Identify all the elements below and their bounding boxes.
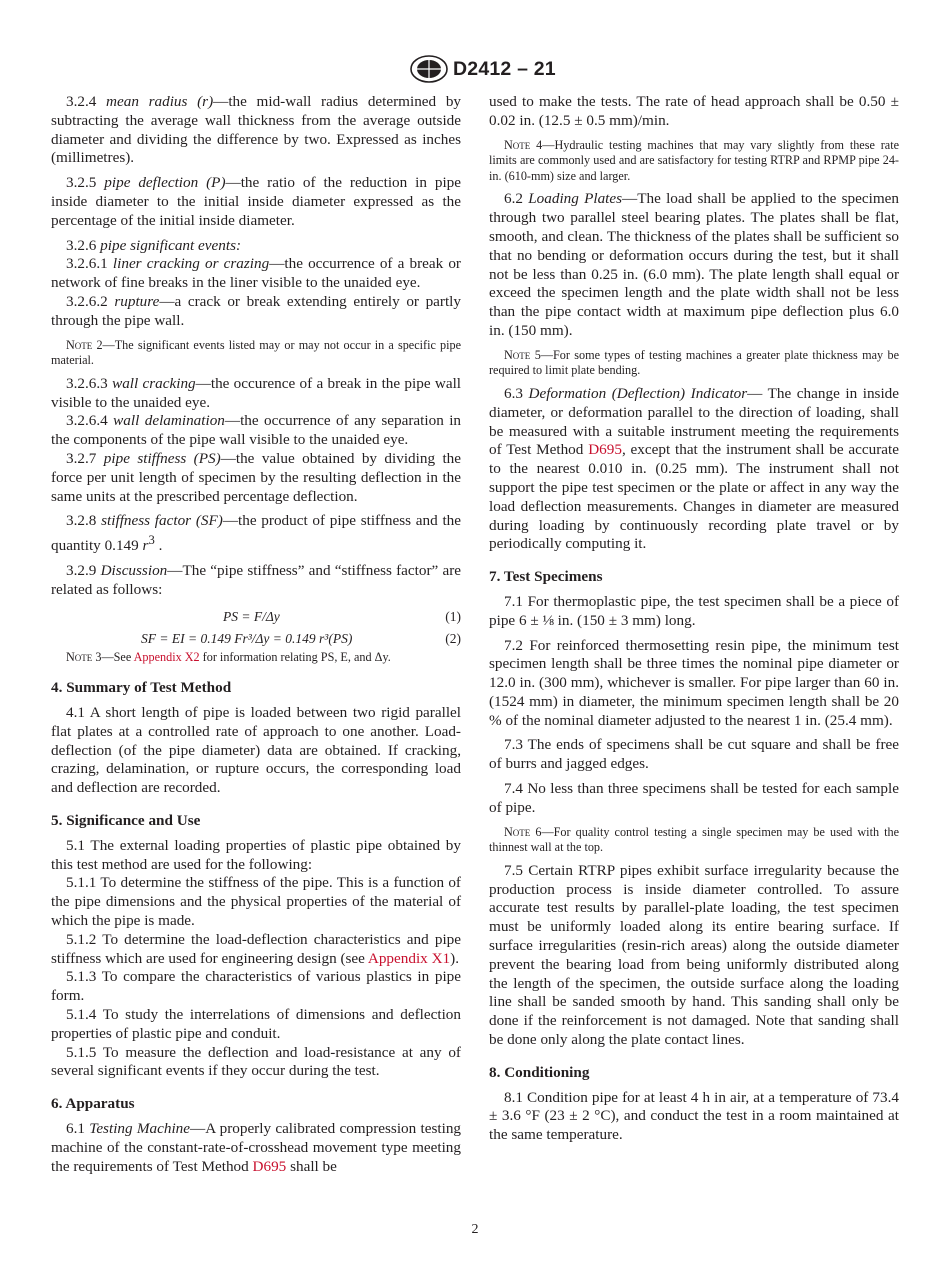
paragraph-7-2: 7.2 For reinforced thermosetting resin pipe, the minimum test specimen length shall be three times the nominal pipe diameter or 12.0 in. (300 mm), whichever is smaller. For pipe larger than 60 in. (1524 mm) in diameter, the minimum specimen length shall be 20 % of the nominal diameter adjusted to the nearest 1 in. (25.4 mm). — [489, 636, 899, 729]
paragraph-3-2-6-3: 3.2.6.3 wall cracking—the occurence of a break in the pipe wall visible to the unaided eye. — [51, 374, 462, 411]
paragraph-5-1-1: 5.1.1 To determine the stiffness of the pipe. This is a function of the pipe dimensions and the physical properties of the material of which the pipe is made. — [51, 874, 461, 929]
section-5-heading: 5. Significance and Use — [51, 811, 201, 829]
document-designation: D2412 – 21 — [453, 58, 556, 80]
paragraph-3-2-6: 3.2.6 pipe significant events: — [66, 236, 242, 254]
paragraph-5-1-4: 5.1.4 To study the interrelations of dimensions and deflection properties of plastic pipe and conduit. — [51, 1005, 461, 1042]
paragraph-5-1-5: 5.1.5 To measure the deflection and load-resistance at any of several significant events if they occur during the test. — [51, 1043, 461, 1080]
note-5: Note 5—For some types of testing machines a greater plate thickness may be required to limit plate bending. — [489, 347, 899, 378]
paragraph-7-4: 7.4 No less than three specimens shall be tested for each sample of pipe. — [489, 780, 899, 816]
paragraph-6-2: 6.2 Loading Plates—The load shall be applied to the specimen through two parallel steel bearing plates. The plates shall be flat, smooth, and clean. The thickness of the plates shall be sufficient so that no bending or deformation occurs during the test, but it shall not be less than 0.25 in. (6.0 mm). The plate length shall equal or exceed the specimen length and the plate width shall not be less than the pipe contact width at maximum pipe deflection plus 6.0 in. (150 mm). — [489, 190, 900, 339]
page-header — [0, 55, 950, 83]
d695-link[interactable]: D695 — [588, 441, 622, 459]
paragraph-5-1-2: 5.1.2 To determine the load-deflection characteristics and pipe stiffness which are used for engineering design (see Appendix X1). — [51, 930, 461, 967]
note-4: Note 4—Hydraulic testing machines that may vary slightly from these rate limits are commonly used and are satisfactory for testing RTRP and RPMP pipe 24-in. (610-mm) size and larger. — [489, 137, 900, 183]
note-6: Note 6—For quality control testing a single specimen may be used with the thinnest wall at the top. — [489, 824, 899, 855]
appendix-x1-link[interactable]: Appendix X1 — [367, 949, 451, 967]
paragraph-5-1-3: 5.1.3 To compare the characteristics of various plastics in pipe form. — [51, 968, 461, 1005]
equation-1: PS = F/Δy (1) — [223, 608, 461, 624]
paragraph-3-2-5: 3.2.5 pipe deflection (P)—the ratio of the reduction in pipe inside diameter to the initial inside diameter expressed as the percentage of the initial inside diameter. — [51, 174, 462, 229]
paragraph-3-2-4: 3.2.4 mean radius (r)—the mid-wall radius determined by subtracting the average wall thickness from the average outside diameter and dividing the difference by two. Expressed as inches (millimetres). — [51, 93, 462, 167]
paragraph-3-2-8: 3.2.8 stiffness factor (SF)—the product of pipe stiffness and the quantity 0.149 $r^3$ . — [51, 512, 462, 555]
paragraph-5-1: 5.1 The external loading properties of plastic pipe obtained by this test method are used for the following: — [51, 836, 461, 873]
paragraph-7-3: 7.3 The ends of specimens shall be cut square and shall be free of burrs and jagged edges. — [489, 736, 899, 773]
left-column — [51, 93, 461, 1176]
paragraph-6-1: 6.1 Testing Machine—A properly calibrated compression testing machine of the constant-rate-of-crosshead movement type meeting the requirements of Test Method D695 shall be — [51, 1119, 462, 1175]
page-number: 2 — [471, 1222, 479, 1237]
paragraph-6-1-continued: used to make the tests. The rate of head approach shall be 0.50 ± 0.02 in. (12.5 ± 0.5 mm)/min. — [489, 93, 899, 129]
paragraph-3-2-9: 3.2.9 Discussion—The “pipe stiffness” and “stiffness factor” are related as follows: — [51, 561, 462, 598]
paragraph-8-1: 8.1 Condition pipe for at least 4 h in air, at a temperature of 73.4 ± 3.6 °F (23 ± 2 °C), and conduct the test in a room maintained at the same temperature. — [489, 1088, 899, 1144]
paragraph-3-2-6-2: 3.2.6.2 rupture—a crack or break extending entirely or partly through the pipe wall. — [51, 292, 461, 329]
section-4-heading: 4. Summary of Test Method — [51, 679, 232, 697]
section-8-heading: 8. Conditioning — [489, 1063, 590, 1081]
paragraph-7-5: 7.5 Certain RTRP pipes exhibit surface irregularity because the production process is inside diameter controlled. To assure accurate test results by parallel-plate loading, the test specimen must be uniformly loaded along its entire bearing surface. If surface irregularities (resin-rich areas) along the outside diameter prevent the bearing load from being uniformly distributed along the length of the specimen, the outside surface along the loading line shall be sanded smooth by hand. This sanding shall only be done if the reinforcement is not damaged. Note that sanding shall be done only along the plate contact lines. — [489, 861, 899, 1049]
right-column — [489, 93, 899, 1145]
note-2: Note 2—The significant events listed may or may not occur in a specific pipe material. — [51, 337, 461, 368]
note-3: Note 3—See Appendix X2 for information relating PS, E, and Δy. — [66, 649, 391, 664]
equation-2: SF = EI = 0.149 Fr³/Δy = 0.149 r³(PS) (2) — [141, 630, 461, 646]
paragraph-4-1: 4.1 A short length of pipe is loaded between two rigid parallel flat plates at a controlled rate of approach to one another. Load-deflection (of the pipe diameter) data are obtained. If cracking, crazing, delamination, or rupture occurs, the corresponding load and deflection are recorded. — [51, 703, 461, 797]
section-6-heading: 6. Apparatus — [51, 1095, 135, 1113]
paragraph-7-1: 7.1 For thermoplastic pipe, the test specimen shall be a piece of pipe 6 ± ⅛ in. (150 ± 3 mm) long. — [489, 592, 899, 629]
appendix-x2-link[interactable]: Appendix X2 — [133, 649, 200, 664]
paragraph-3-2-7: 3.2.7 pipe stiffness (PS)—the value obtained by dividing the force per unit length of specimen by the resulting deflection in the same units at the prescribed percentage deflection. — [51, 449, 461, 505]
paragraph-6-3: 6.3 Deformation (Deflection) Indicator— The change in inside diameter, or deformation parallel to the direction of loading, shall be measured with a suitable instrument meeting the requirements of Test Method D695, except that the instrument shall be accurate to the nearest 0.010 in. (0.25 mm). The instrument shall not support the pipe test specimen or the plate or affect in any way the load deflection measurements. Changes in diameter are measured during loading by continuously recording plate travel or by periodically computing it. — [489, 384, 900, 553]
paragraph-3-2-6-1: 3.2.6.1 liner cracking or crazing—the occurrence of a break or network of fine breaks in the liner visible to the unaided eye. — [51, 255, 461, 292]
d695-link[interactable]: D695 — [252, 1157, 287, 1175]
paragraph-3-2-6-4: 3.2.6.4 wall delamination—the occurrence of any separation in the components of the pipe wall visible to the unaided eye. — [51, 412, 462, 449]
section-7-heading: 7. Test Specimens — [489, 568, 603, 586]
astm-logo-icon — [409, 55, 449, 83]
